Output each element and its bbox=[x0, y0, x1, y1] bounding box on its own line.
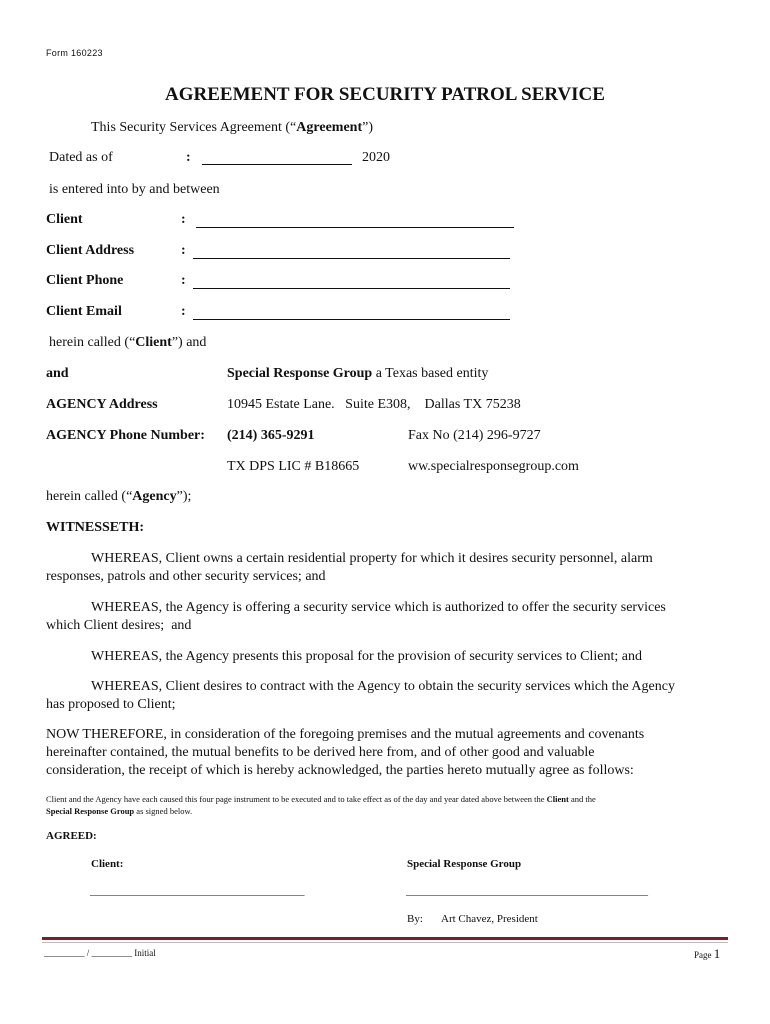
agency-called-line: herein called (“Agency”); bbox=[46, 489, 192, 504]
client-address-field[interactable] bbox=[193, 258, 510, 259]
now-therefore-line-3: consideration, the receipt of which is hereby acknowledged, the parties hereto mutually agree as follows: bbox=[46, 763, 634, 778]
page-number: 1 bbox=[713, 946, 721, 961]
dated-colon: : bbox=[186, 150, 191, 165]
document-title: AGREEMENT FOR SECURITY PATROL SERVICE bbox=[165, 84, 605, 105]
agency-signature-label: Special Response Group bbox=[407, 858, 522, 870]
whereas-1-rest: responses, patrols and other security services; and bbox=[46, 569, 326, 584]
whereas-4-first: WHEREAS, Client desires to contract with the Agency to obtain the security services which the Agency bbox=[91, 679, 675, 694]
footer-rule-thin bbox=[42, 942, 728, 943]
client-phone-field[interactable] bbox=[193, 288, 510, 289]
client-called-line: herein called (“Client”) and bbox=[49, 335, 207, 350]
client-email-label: Client Email bbox=[46, 304, 122, 319]
date-field[interactable] bbox=[202, 164, 352, 165]
whereas-3-first: WHEREAS, the Agency presents this proposal for the provision of security services to Client; and bbox=[91, 649, 642, 664]
client-colon: : bbox=[181, 212, 186, 227]
client-signature-label: Client: bbox=[91, 858, 124, 870]
dated-label: Dated as of bbox=[49, 150, 113, 165]
entered-line: is entered into by and between bbox=[49, 182, 220, 197]
initial-line[interactable]: _________ / _________ Initial bbox=[44, 948, 156, 958]
by-label: By: bbox=[407, 913, 423, 925]
form-number: Form 160223 bbox=[46, 48, 103, 58]
agreement-term: Agreement bbox=[296, 120, 363, 135]
client-email-field[interactable] bbox=[193, 319, 510, 320]
agency-address-label: AGENCY Address bbox=[46, 397, 158, 412]
client-signature-line[interactable]: _______________________________________ bbox=[90, 885, 305, 897]
client-address-label: Client Address bbox=[46, 243, 135, 258]
client-phone-colon: : bbox=[181, 273, 186, 288]
client-address-colon: : bbox=[181, 243, 186, 258]
agency-name-line: Special Response Group a Texas based entity bbox=[227, 366, 489, 381]
agency-address: 10945 Estate Lane. Suite E308, Dallas TX 75238 bbox=[227, 397, 521, 412]
whereas-2-first: WHEREAS, the Agency is offering a security service which is authorized to offer the security services bbox=[91, 600, 666, 615]
agency-license: TX DPS LIC # B18665 bbox=[227, 459, 360, 474]
whereas-4-rest: has proposed to Client; bbox=[46, 697, 176, 712]
footer-rule bbox=[42, 937, 728, 940]
agency-signature-line[interactable]: ____________________________________________ bbox=[406, 885, 648, 897]
agency-name: Special Response Group bbox=[227, 366, 373, 381]
client-email-colon: : bbox=[181, 304, 186, 319]
page-indicator: Page 1 bbox=[694, 946, 721, 961]
client-phone-label: Client Phone bbox=[46, 273, 124, 288]
by-name: Art Chavez, President bbox=[441, 913, 538, 925]
dated-year: 2020 bbox=[362, 150, 390, 165]
agency-fax: Fax No (214) 296-9727 bbox=[408, 428, 541, 443]
agreed-heading: AGREED: bbox=[46, 830, 97, 842]
agency-website: ww.specialresponsegroup.com bbox=[408, 459, 579, 474]
agency-phone-label: AGENCY Phone Number: bbox=[46, 428, 205, 443]
client-name-field[interactable] bbox=[196, 227, 514, 228]
execution-clause: Client and the Agency have each caused this four page instrument to be executed and to take effect as of the day and year dated above between the Client and the Special Response Group as signed below. bbox=[46, 794, 596, 816]
witnesseth-heading: WITNESSETH: bbox=[46, 520, 145, 535]
whereas-2-rest: which Client desires; and bbox=[46, 618, 192, 633]
client-label: Client bbox=[46, 212, 83, 227]
agency-phone: (214) 365-9291 bbox=[227, 428, 315, 443]
now-therefore-line-2: hereinafter contained, the mutual benefits to be derived here from, and of other good and valuable bbox=[46, 745, 595, 760]
now-therefore-line-1: NOW THEREFORE, in consideration of the foregoing premises and the mutual agreements and covenants bbox=[46, 727, 645, 742]
and-label: and bbox=[46, 366, 69, 381]
intro-line: This Security Services Agreement (“Agreement”) bbox=[91, 120, 373, 135]
whereas-1-first: WHEREAS, Client owns a certain residential property for which it desires security personnel, alarm bbox=[91, 551, 653, 566]
